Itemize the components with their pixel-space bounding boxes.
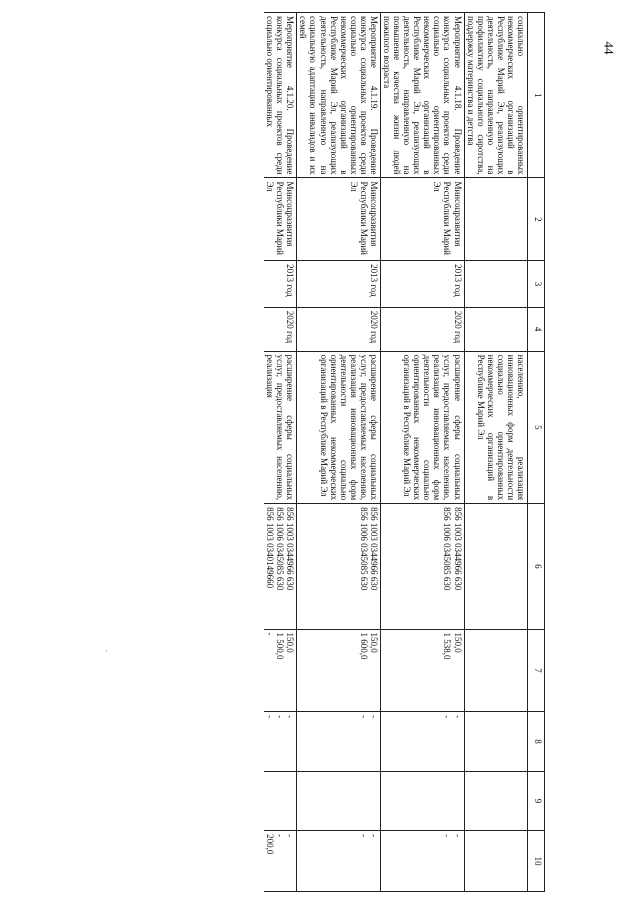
budget-code-cell [380,504,464,629]
cell-line: 856 1003 0344966 630 [368,507,379,591]
end-year-cell [464,307,527,351]
table-row [264,13,297,892]
measure-name-cell: Мероприятие 4.1.19. Проведение конкурса социальных проектов среди социально ориентированных некоммерческих организаций в Республике Марий Эл, реализующих деятельность, направленную на социальную адаптацию инвалидов и их семей [297,13,381,178]
amount-col10-cell [464,831,527,892]
table-body [264,13,527,892]
cell-line: 856 1003 0344966 630 [285,507,296,591]
column-header: 1 [528,13,545,178]
budget-code-cell [297,504,381,629]
amount-col8-cell [464,712,527,771]
amount-col8-cell [264,712,297,771]
cell-line: - [368,715,379,719]
cell-line: 856 1006 0345085 630 [275,507,286,591]
cell-line: - [368,834,379,838]
start-year-cell [464,261,527,308]
column-header: 4 [528,307,545,351]
end-year-cell: 2020 год [380,307,464,351]
expected-result-cell: расширение сферы социальных услуг, предоставляемых населению, реализация инновационных форм деятельности социально ориентированных некоммерческих организаций в Республике Марий Эл [380,351,464,504]
cell-line: - [358,715,369,719]
expected-result-cell: населению, реализация инновационных форм деятельности социально ориентированных некоммерческих организаций в Республике Марий Эл [464,351,527,504]
cell-line: - [442,834,453,838]
cell-line: - [265,715,276,719]
budget-code-cell [464,504,527,629]
cell-line: 1 538,0 [442,632,453,660]
executor-cell: Минсоцразвития Республики Марий Эл [297,178,381,261]
cell-line: - [285,715,296,719]
amount-2013-cell [264,629,297,712]
amount-col8-cell [380,712,464,771]
page-number: 44 [601,41,617,55]
cell-line: - [452,715,463,719]
cell-line: 150,0 [285,632,296,653]
amount-col9-cell [297,771,381,830]
measure-name-cell: Мероприятие 4.1.18. Проведение конкурса социальных проектов среди социально ориентированных некоммерческих организаций в Республике Марий Эл, реализующих деятельность, направленную на повышение качества жизни людей пожилого возраста [380,13,464,178]
start-year-cell: 2013 год [297,261,381,308]
start-year-cell: 2013 год [380,261,464,308]
amount-col9-cell [380,771,464,830]
amount-col10-cell [297,831,381,892]
end-year-cell: 2020 год [297,307,381,351]
program-measures-table [264,12,545,892]
amount-col9-cell [264,771,297,830]
cell-line: 200,0 [265,834,276,855]
table-row [464,13,527,892]
cell-line: 856 1006 0345085 630 [358,507,369,591]
measure-name-cell: социально ориентированных некоммерческих организаций в Республике Марий Эл, реализующих деятельность, направленную на профилактику социального сиротства, поддержку материнства и детства [464,13,527,178]
column-header: 8 [528,712,545,771]
measure-name-cell: Мероприятие 4.1.20. Проведение конкурса социальных проектов среди социально ориентированных [264,13,297,178]
cell-line: - [442,715,453,719]
end-year-cell: 2020 год [264,307,297,351]
amount-col10-cell [380,831,464,892]
amount-col9-cell [464,771,527,830]
cell-line: 856 1006 0345085 630 [442,507,453,591]
amount-col8-cell [297,712,381,771]
column-header: 9 [528,771,545,830]
amount-2013-cell [297,629,381,712]
cell-line: - [275,834,286,838]
cell-line: - [275,715,286,719]
column-header: 10 [528,831,545,892]
executor-cell: Минсоцразвития Республики Марий Эл [380,178,464,261]
header-row [528,13,545,892]
cell-line: - [285,834,296,838]
table-row [380,13,464,892]
table-header [528,13,545,892]
cell-line: - [265,632,276,636]
table-row [297,13,381,892]
cell-line: 856 1003 0340149660 [265,507,276,589]
cell-line: 150,0 [368,632,379,653]
cell-line: 856 1003 0344966 630 [452,507,463,591]
column-header: 7 [528,629,545,712]
budget-code-cell [264,504,297,629]
amount-2013-cell [464,629,527,712]
amount-col10-cell [264,831,297,892]
expected-result-cell: расширение сферы социальных услуг, предоставляемых населению, реализация инновационных форм деятельности социально ориентированных некоммерческих организаций в Республике Марий Эл [297,351,381,504]
executor-cell [464,178,527,261]
cell-line: 1 600,0 [358,632,369,660]
cell-line: - [358,834,369,838]
start-year-cell: 2013 год [264,261,297,308]
rotated-table-wrapper [125,12,545,892]
column-header: 2 [528,178,545,261]
cell-line: 1 500,0 [275,632,286,660]
expected-result-cell: расширение сферы социальных услуг, предоставляемых населению, реализация [264,351,297,504]
executor-cell: Минсоцразвития Республики Марий Эл [264,178,297,261]
cell-line: - [452,834,463,838]
column-header: 6 [528,504,545,629]
cell-line: 150,0 [452,632,463,653]
scan-dot: · [105,646,108,656]
column-header: 5 [528,351,545,504]
amount-2013-cell [380,629,464,712]
column-header: 3 [528,261,545,308]
